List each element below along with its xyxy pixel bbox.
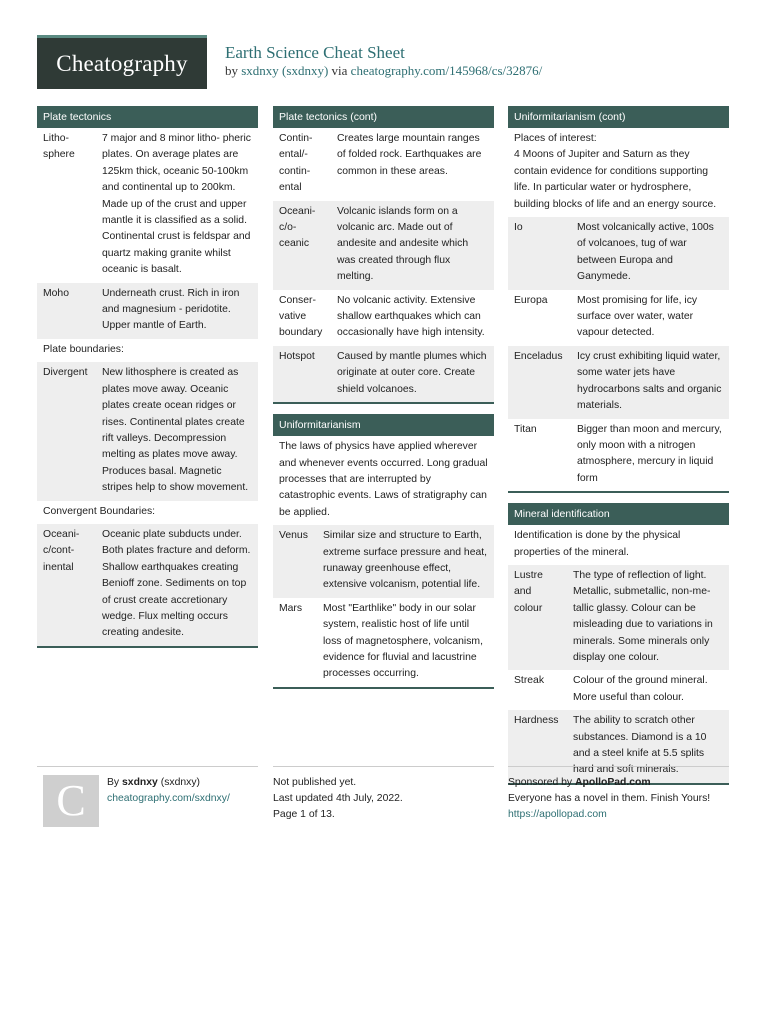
row-value: Volcanic islands form on a volcanic arc. Made out of andesite and andesite which was created through flux melting. [337, 205, 469, 283]
section-intro-text: Places of interest: 4 Moons of Jupiter and Saturn as they contain evidence for conditions supporting life. In particular water or hydrosphere, building blocks of life and an energy source. [514, 133, 717, 210]
row-value: Creates large mountain ranges of folded rock. Earthquakes are common in these areas. [337, 133, 482, 177]
section-mineral-identification [508, 503, 729, 785]
convergent-label: Convergent Boundaries: [43, 505, 156, 517]
row-value: Most volcanically active, 100s of volcanoes, tug of war between Europa and Ganymede. [577, 222, 714, 283]
footer-author-name[interactable]: sxdnxy [122, 777, 158, 788]
section-uniformitarianism [273, 414, 494, 689]
row-value: Oceanic plate subducts under. Both plates fracture and deform. Shallow earthquakes creating Benioff zone. Sediments on top of crust create accretionary wedge. Flux melting occurs creating andesite. [102, 528, 251, 639]
row-value: Similar size and structure to Earth, extreme surface pressure and heat, runaway greenhouse effect, extensive volcanism, potential life. [323, 530, 488, 591]
row-value: No volcanic activity. Extensive shallow earthquakes which can occasionally have high intensity. [337, 294, 485, 339]
page-title: Earth Science Cheat Sheet [225, 43, 405, 62]
byline [225, 63, 542, 79]
row-key: Europa [514, 294, 548, 306]
row-key: Enceladus [514, 350, 563, 362]
sponsor-name[interactable]: ApolloPad.com [575, 777, 651, 788]
column-3 [508, 106, 729, 795]
row-value: Underneath crust. Rich in iron and magnesium - peridotite. Upper mantle of Earth. [102, 287, 240, 332]
row-value: 7 major and 8 minor litho- pheric plates. On average plates are 125km thick, oceanic 50-100km and continental up to 200km. Made up of the crust and upper mantle it is classified as a solid. Continental crust is feldspar and quartz making granite whilst oceanic is basalt. [102, 133, 252, 276]
footer-author-line [107, 775, 230, 791]
row-value: The ability to scratch other substances. Diamond is a 10 and a steel knife at 5.5 splits hard and soft minerals. [573, 715, 707, 776]
section-plate-tectonics [37, 106, 258, 648]
row-key: Oceani- c/cont- inental [43, 528, 80, 573]
avatar[interactable] [43, 775, 99, 827]
row-key: Oceani- c/o- ceanic [279, 205, 316, 250]
section-title: Mineral identification [508, 503, 729, 525]
table-row [508, 346, 729, 419]
row-value: Bigger than moon and mercury, only moon with a nitrogen atmosphere, mercury in liquid form [577, 423, 722, 484]
row-key: Conser- vative boundary [279, 294, 323, 339]
row-key: Venus [279, 530, 308, 542]
page-number: Page 1 of 13. [273, 809, 335, 821]
row-key: Io [514, 222, 523, 234]
row-value: Most promising for life, icy surface over water, water vapour detected. [577, 294, 698, 339]
table-row [508, 419, 729, 492]
footer-author [37, 766, 258, 836]
footer-meta [273, 766, 494, 836]
table-row [37, 128, 258, 283]
footer-author-url[interactable]: cheatography.com/sxdnxy/ [107, 793, 230, 805]
table-row [273, 346, 494, 402]
sponsor-url[interactable]: https://apollopad.com [508, 809, 607, 821]
row-key: Moho [43, 287, 69, 299]
row-value: The type of reflection of light. Metallic, submetallic, non-me- tallic glassy. Colour can be misleading due to variations in minerals. Some minerals only display one colour. [573, 569, 713, 663]
section-title: Uniformitarianism (cont) [508, 106, 729, 128]
row-key: Titan [514, 423, 537, 435]
row-key: Mars [279, 602, 303, 614]
row-key: Hardness [514, 715, 559, 727]
table-row [273, 290, 494, 346]
table-row [273, 128, 494, 201]
row-value: Icy crust exhibiting liquid water, some water jets have hydrocarbons salts and organic materials. [577, 350, 722, 412]
row-key: Litho- sphere [43, 133, 75, 161]
section-intro: Identification is done by the physical properties of the mineral. [514, 530, 681, 558]
footer-by: By [107, 777, 120, 788]
section-title: Uniformitarianism [273, 414, 494, 436]
logo-text: Cheatography [56, 50, 188, 76]
row-key: Divergent [43, 367, 88, 379]
row-key: Hotspot [279, 350, 315, 362]
cheatography-logo[interactable] [37, 35, 207, 89]
row-value: Colour of the ground mineral. More useful than colour. [573, 675, 708, 703]
author-link[interactable]: sxdnxy (sxdnxy) [241, 63, 329, 78]
footer-author-text [107, 775, 230, 807]
row-key: Lustre and colour [514, 569, 543, 614]
table-row [273, 525, 494, 598]
published-status: Not published yet. [273, 777, 357, 788]
footer-sponsor [508, 766, 729, 836]
column-1 [37, 106, 258, 658]
sponsor-line [508, 775, 729, 791]
sponsor-prefix: Sponsored by [508, 777, 573, 788]
section-title: Plate tectonics (cont) [273, 106, 494, 128]
table-row [273, 598, 494, 687]
table-row [273, 201, 494, 290]
section-intro [508, 128, 729, 217]
table-row [508, 217, 729, 290]
section-uniformitarianism-cont [508, 106, 729, 493]
avatar-letter: C [56, 775, 86, 825]
row-key: Contin- ental/- contin- ental [279, 133, 313, 194]
section-plate-tectonics-cont [273, 106, 494, 404]
table-row [37, 283, 258, 339]
row-key: Streak [514, 675, 545, 687]
table-row [508, 290, 729, 346]
table-row [508, 565, 729, 670]
byline-via: via [331, 63, 348, 78]
table-row [37, 362, 258, 500]
plate-boundaries-label: Plate boundaries: [43, 343, 124, 355]
footer-author-handle: (sxdnxy) [160, 777, 200, 788]
sheet-url-link[interactable]: cheatography.com/145968/cs/32876/ [350, 63, 543, 78]
sponsor-text: Everyone has a novel in them. Finish Yours! [508, 793, 711, 805]
column-2 [273, 106, 494, 699]
row-value: Most "Earthlike" body in our solar system, realistic host of life until loss of magnetosphere, volcanism, evidence for fluvial and lacustrine processes occurring. [323, 602, 483, 680]
row-value: Caused by mantle plumes which originate at outer core. Create shield volcanoes. [337, 350, 487, 395]
section-intro: The laws of physics have applied wherever and whenever events occurred. Long gradual processes that are interrupted by catastrophic events. Laws of stratigraphy can be applied. [279, 441, 488, 518]
footer [37, 766, 729, 836]
row-value: New lithosphere is created as plates move away. Oceanic plates create ocean ridges or rises. Continental plates create rift valleys. Decompression melting as plates move away. Produces basal. Magnetic stripes help to show movement. [102, 367, 249, 494]
table-row [37, 524, 258, 646]
byline-by: by [225, 63, 238, 78]
last-updated: Last updated 4th July, 2022. [273, 793, 403, 805]
section-title: Plate tectonics [37, 106, 258, 128]
table-row [508, 670, 729, 710]
